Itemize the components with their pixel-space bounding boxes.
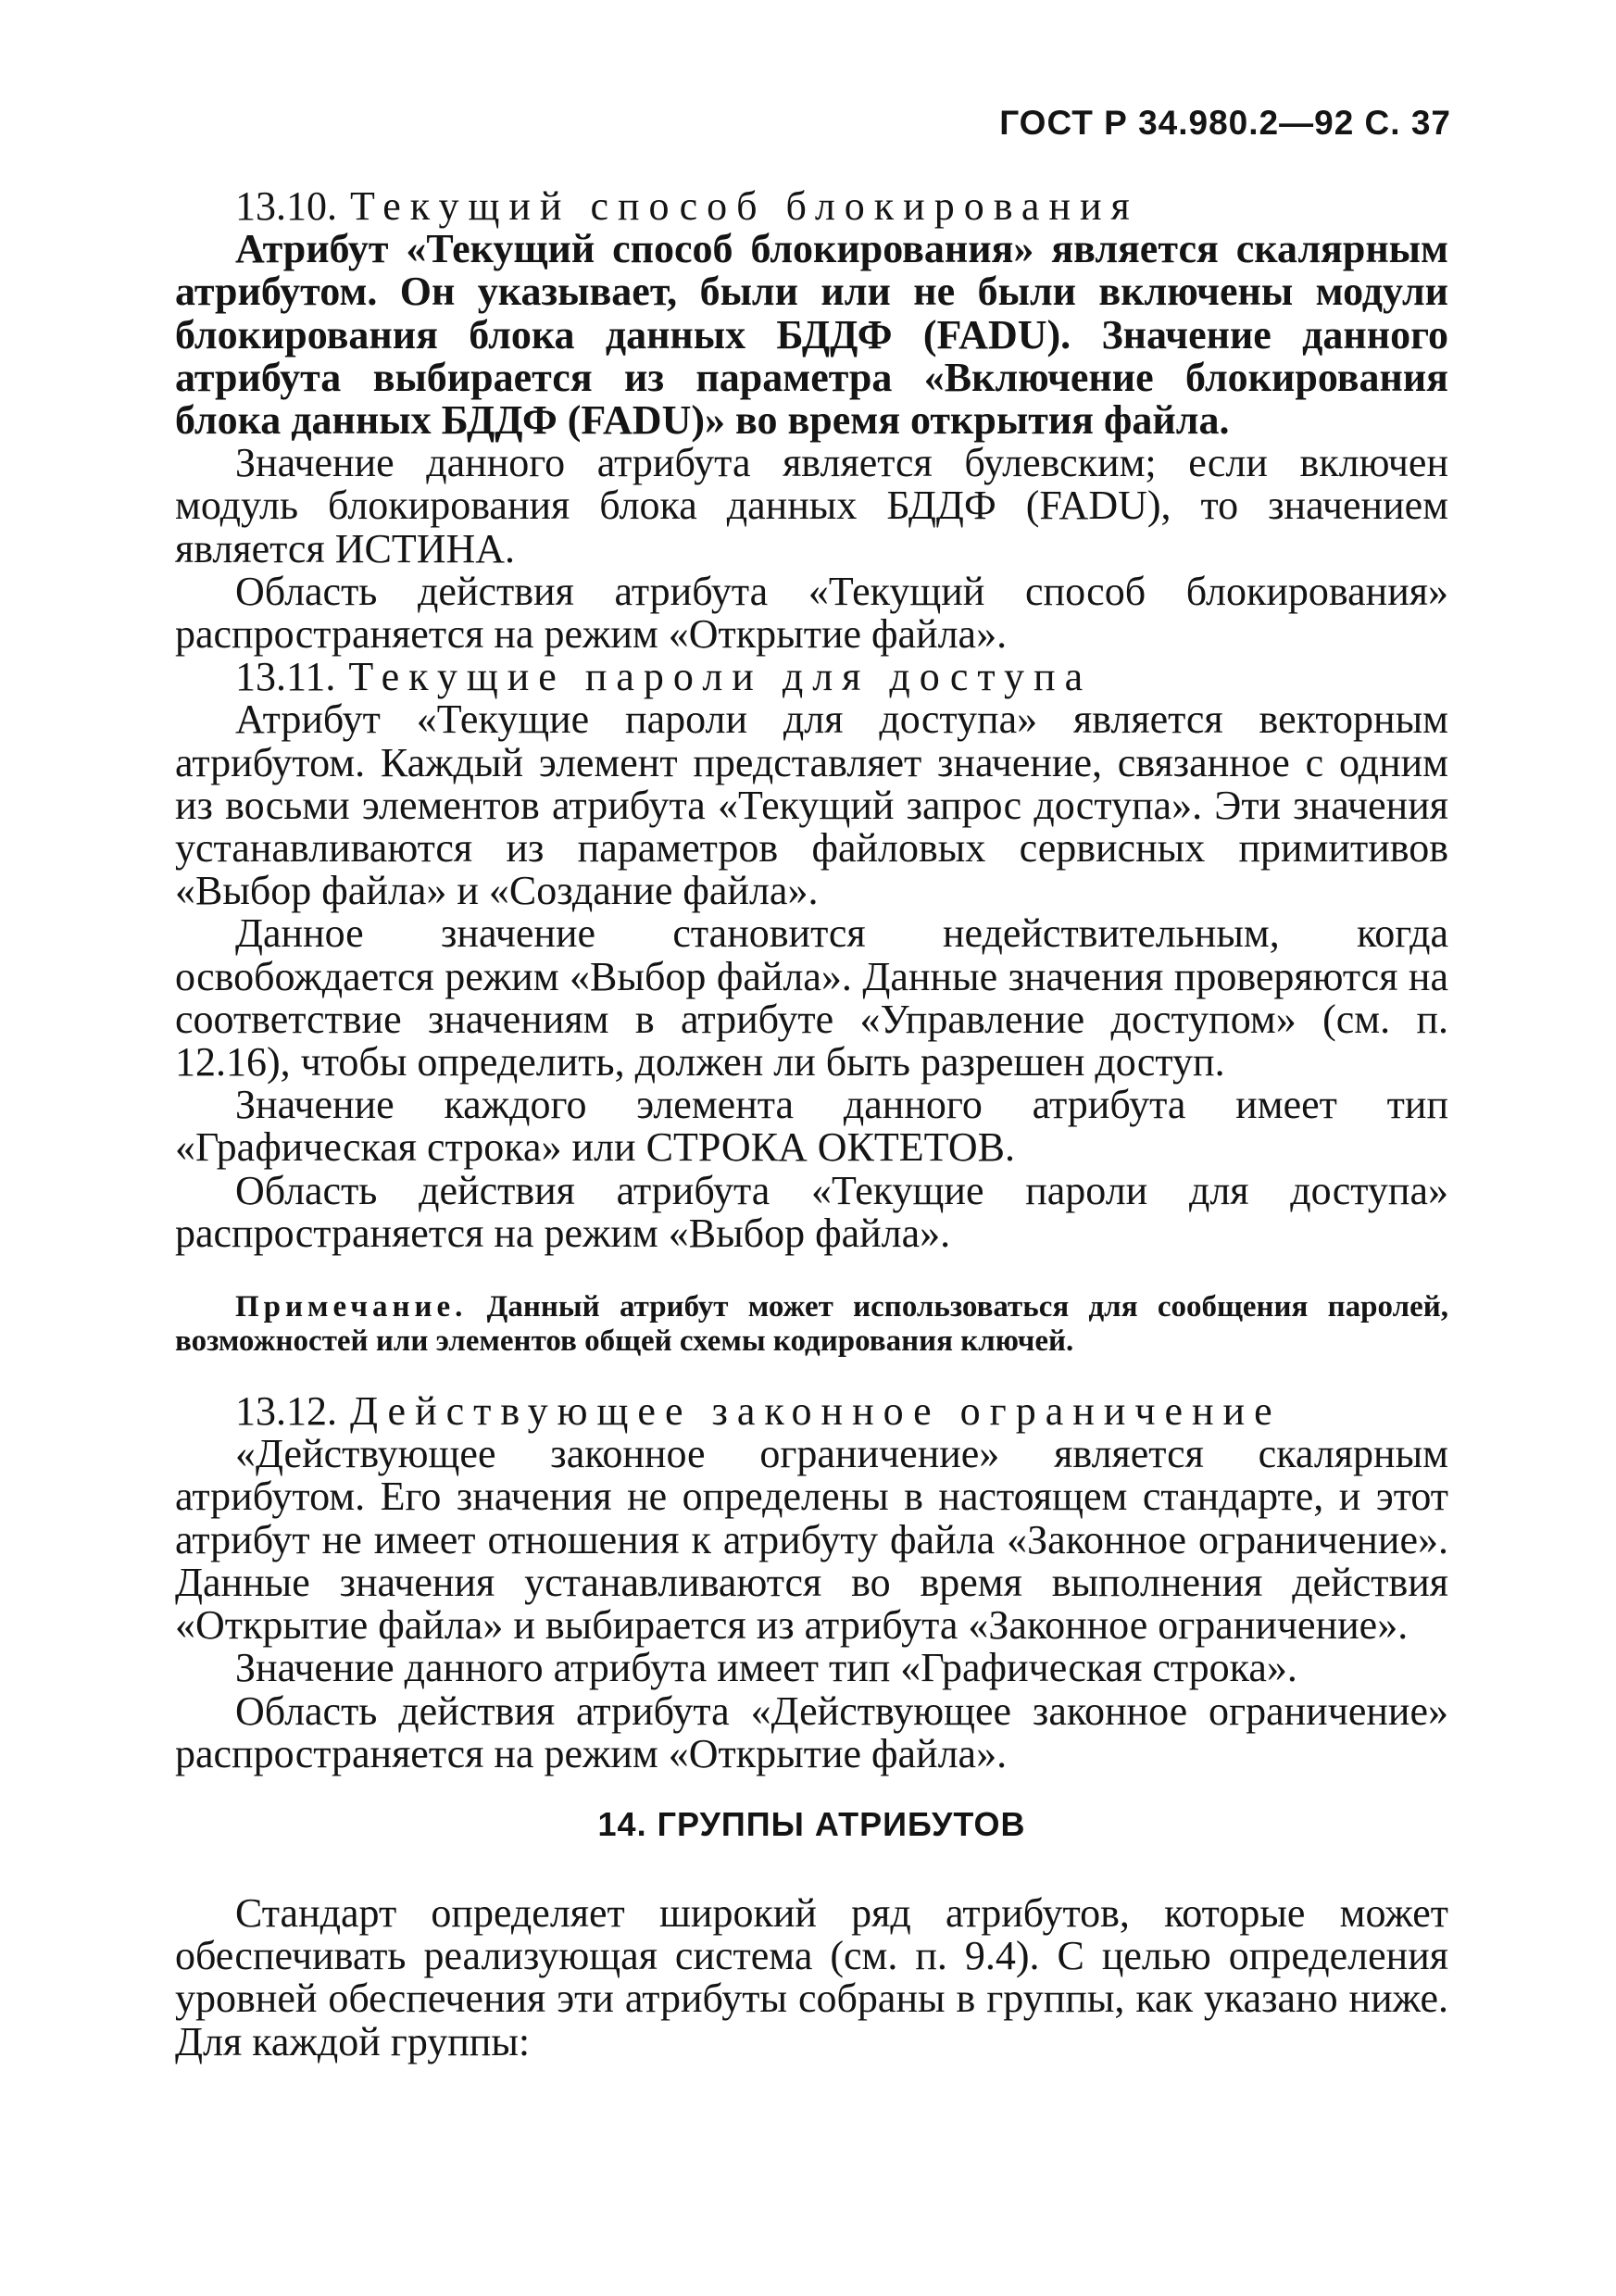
section-heading — [175, 1390, 1448, 1433]
page-header: ГОСТ Р 34.980.2—92 С. 37 — [999, 104, 1451, 142]
section-heading — [175, 656, 1448, 698]
paragraph: Стандарт определяет широкий ряд атрибутов, которые может обеспечивать реализующая система (см. п. 9.4). С целью определения уровней обеспечения эти атрибуты собраны в группы, как указано ниже. Для каждой группы: — [175, 1889, 1448, 2064]
page-content — [175, 185, 1448, 2064]
section-number: 13.12. — [235, 1388, 337, 1435]
note-text: Данный атрибут может использоваться для сообщения паролей, возможностей или элементов общей схемы кодирования ключей. — [175, 1290, 1448, 1359]
note-label: Примечание. — [235, 1290, 468, 1324]
paragraph: Область действия атрибута «Текущий способ блокирования» распространяется на режим «Открытие файла». — [175, 568, 1448, 658]
chapter-14 — [175, 1805, 1448, 2064]
section-number: 13.10. — [235, 183, 337, 229]
paragraph: Область действия атрибута «Текущие пароли для доступа» распространяется на режим «Выбор файла». — [175, 1167, 1448, 1256]
paragraph: Область действия атрибута «Действующее законное ограничение» распространяется на режим «Открытие файла». — [175, 1687, 1448, 1776]
paragraph: «Действующее законное ограничение» является скалярным атрибутом. Его значения не определены в настоящем стандарте, и этот атрибут не имеет отношения к атрибуту файла «Законное ограничение». Данные значения устанавливаются во время выполнения действия «Открытие файла» и выбирается из атрибута «Законное ограничение». — [175, 1431, 1448, 1649]
section-number: 13.11. — [235, 654, 336, 700]
paragraph: Данное значение становится недействительным, когда освобождается режим «Выбор файла». Данные значения проверяются на соответствие значениям в атрибуте «Управление доступом» (см. п. 12.16), чтобы определить, должен ли быть разрешен доступ. — [175, 910, 1448, 1085]
section-13-12 — [175, 1390, 1448, 1775]
chapter-title: 14. ГРУППЫ АТРИБУТОВ — [597, 1804, 1026, 1843]
section-heading — [175, 185, 1448, 228]
paragraph: Атрибут «Текущие пароли для доступа» является векторным атрибутом. Каждый элемент представляет значение, связанное с одним из восьми элементов атрибута «Текущий запрос доступа». Эти значения устанавливаются из параметров файловых сервисных примитивов «Выбор файла» и «Создание файла». — [175, 696, 1448, 914]
paragraph: Значение данного атрибута является булевским; если включен модуль блокирования блока данных БДДФ (FADU), то значением является ИСТИНА. — [175, 440, 1448, 571]
section-title: Текущий способ блокирования — [350, 183, 1139, 229]
section-title: Текущие пароли для доступа — [348, 654, 1093, 700]
section-13-11 — [175, 656, 1448, 1359]
section-title: Действующее законное ограничение — [350, 1388, 1282, 1435]
paragraph: Значение каждого элемента данного атрибута имеет тип «Графическая строка» или СТРОКА ОКТЕТОВ. — [175, 1082, 1448, 1171]
paragraph: Значение данного атрибута имеет тип «Графическая строка». — [235, 1645, 1297, 1691]
note — [175, 1290, 1448, 1359]
section-13-10 — [175, 185, 1448, 656]
paragraph: Атрибут «Текущий способ блокирования» является скалярным атрибутом. Он указывает, были или не были включены модули блокирования блока данных БДДФ (FADU). Значение данного атрибута выбирается из параметра «Включение блокирования блока данных БДДФ (FADU)» во время открытия файла. — [175, 226, 1448, 444]
